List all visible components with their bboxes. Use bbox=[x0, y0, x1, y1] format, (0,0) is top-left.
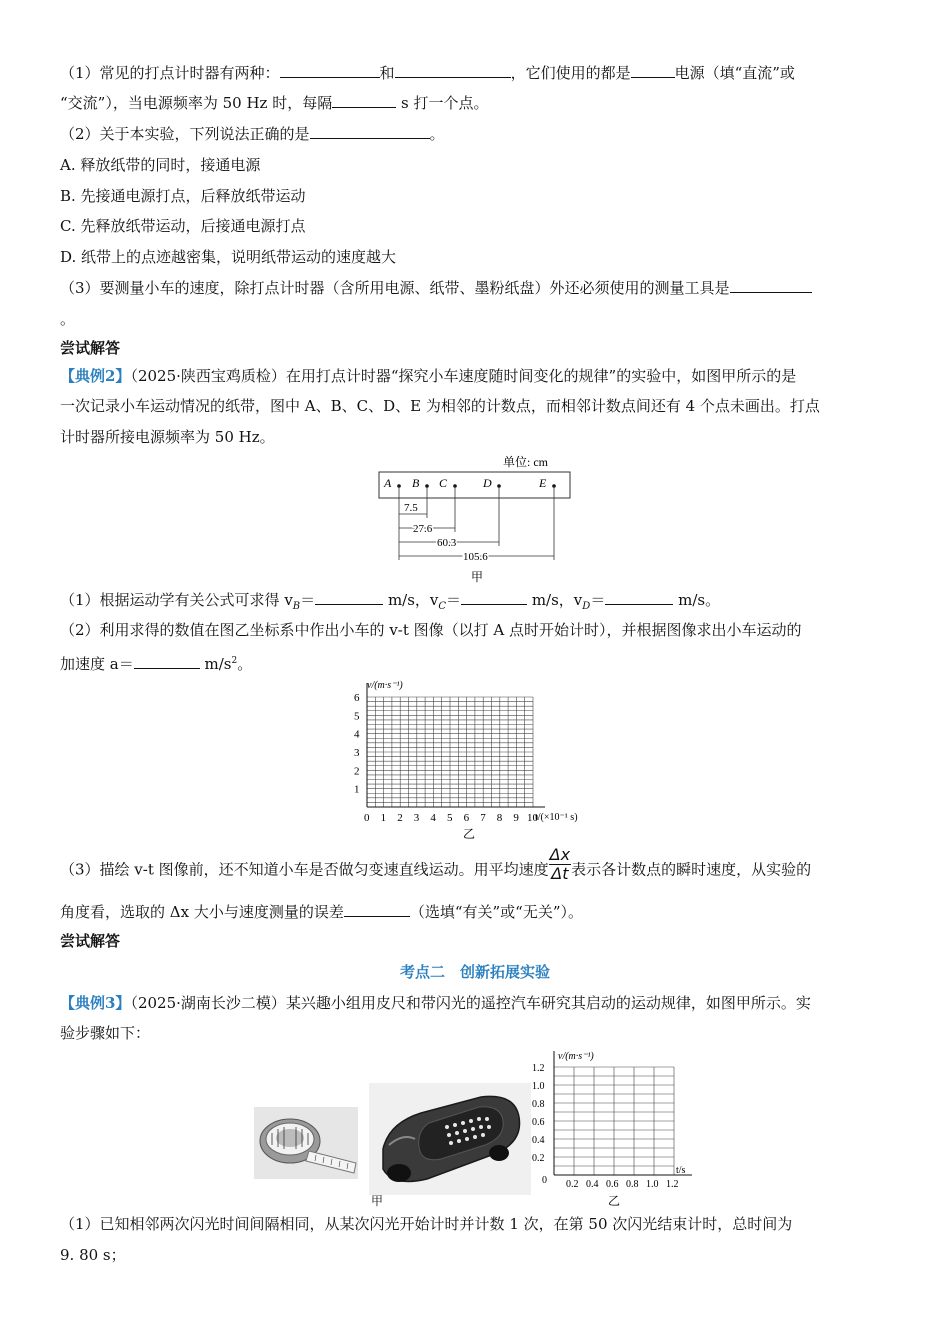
blank-timer-1[interactable] bbox=[280, 63, 380, 78]
ex2-part3-line2: 角度看，选取的 Δx 大小与速度测量的误差 （选填“有关”或“无关”）。 bbox=[60, 903, 584, 921]
dim-ac: 27.6 bbox=[413, 523, 433, 535]
y-tick-label: 0.2 bbox=[532, 1153, 545, 1164]
vt-grid-ex2 bbox=[367, 683, 545, 807]
ex2-part3-line1: （3）描绘 v-t 图像前，还不知道小车是否做匀变速直线运动。用平均速度 $\frac{\Delta x}{\Delta t}$ 表示各计数点的瞬时速度，从实验的 bbox=[60, 845, 812, 883]
try-answer-heading-1: 尝试解答 bbox=[60, 339, 121, 357]
tape-point-label-b: B bbox=[412, 476, 420, 490]
y-tick-label: 2 bbox=[354, 765, 360, 778]
ex3-part1-line1: （1）已知相邻两次闪光时间间隔相同，从某次闪光开始计时并计数 1 次，在第 50 次闪光结束计时，总时间为 bbox=[60, 1215, 793, 1233]
y-tick-label: 1.0 bbox=[532, 1081, 545, 1092]
ex2-intro-line1: 【典例2】（2025·陕西宝鸡质检）在用打点计时器“探究小车速度随时间变化的规律”的实验中，如图甲所示的是 bbox=[60, 367, 797, 385]
x-tick-label: 6 bbox=[463, 812, 470, 824]
dim-ab: 7.5 bbox=[404, 502, 418, 514]
vt-origin-ex3: 0 bbox=[542, 1175, 547, 1186]
ex2-part2-line2: 加速度 $a= m/s^2$。 bbox=[60, 655, 253, 673]
x-tick-label: 0.6 bbox=[606, 1179, 619, 1190]
y-tick-label: 0.6 bbox=[532, 1117, 545, 1128]
y-tick-label: 0.4 bbox=[532, 1135, 545, 1146]
blank-interval[interactable] bbox=[332, 93, 396, 108]
q1-line1: （1）常见的打点计时器有两种： 和 ，它们使用的都是 电源（填“直流”或 bbox=[60, 64, 795, 82]
vt-caption-ex2: 乙 bbox=[463, 827, 476, 841]
y-tick-label: 1 bbox=[354, 783, 360, 796]
rc-car-photo bbox=[369, 1083, 531, 1195]
ex2-tag: 【典例2】 bbox=[60, 367, 131, 385]
vt-graph-ex3 bbox=[528, 1047, 698, 1209]
option-c: C. 先释放纸带运动，后接通电源打点 bbox=[60, 217, 306, 235]
vt-graph-ex2 bbox=[345, 676, 610, 846]
y-tick-label: 0.8 bbox=[532, 1099, 545, 1110]
x-tick-label: 3 bbox=[413, 812, 420, 824]
y-tick-label: 4 bbox=[354, 728, 360, 741]
tape-caption: 甲 bbox=[471, 570, 484, 584]
try-answer-heading-2: 尝试解答 bbox=[60, 932, 121, 950]
vt-grid-ex3 bbox=[554, 1051, 692, 1175]
tape-point-label-a: A bbox=[384, 476, 392, 490]
tape-point-label-c: C bbox=[439, 476, 448, 490]
vt-ylabel-ex3: v/(m·s⁻¹) bbox=[558, 1051, 594, 1062]
x-tick-label: 5 bbox=[447, 812, 453, 824]
option-b: B. 先接通电源打点，后释放纸带运动 bbox=[60, 187, 306, 205]
ex2-part2-line1: （2）利用求得的数值在图乙坐标系中作出小车的 v-t 图像（以打 A 点时开始计时），并根据图像求出小车运动的 bbox=[60, 621, 802, 639]
vt-ylabel-ex2: v/(m·s⁻¹) bbox=[367, 680, 403, 691]
ex3-intro-line2: 验步骤如下： bbox=[60, 1024, 151, 1042]
x-tick-label: 9 bbox=[513, 812, 519, 824]
x-tick-label: 0.4 bbox=[586, 1179, 599, 1190]
x-tick-label: 1.2 bbox=[666, 1179, 679, 1190]
fraction-dx-dt: $\frac{\Delta x}{\Delta t}$ bbox=[549, 845, 571, 883]
dim-ae: 105.6 bbox=[463, 551, 488, 563]
photo-caption-ex3: 甲 bbox=[371, 1194, 384, 1208]
blank-vc[interactable] bbox=[461, 590, 527, 605]
dim-ad: 60.3 bbox=[437, 537, 457, 549]
option-d: D. 纸带上的点迹越密集，说明纸带运动的速度越大 bbox=[60, 248, 397, 266]
q1-line3: （2）关于本实验，下列说法正确的是 。 bbox=[60, 125, 445, 143]
y-tick-label: 6 bbox=[354, 692, 360, 704]
ex3-tag: 【典例3】 bbox=[60, 994, 131, 1012]
vt-xlabel-ex3: t/s bbox=[676, 1165, 686, 1176]
y-tick-label: 3 bbox=[354, 747, 360, 759]
ex2-intro-line2: 一次记录小车运动情况的纸带，图中 A、B、C、D、E 为相邻的计数点，而相邻计数点间还有 4 个点未画出。打点 bbox=[60, 397, 820, 415]
ex2-part1: （1）根据运动学有关公式可求得 $v_B= m/s$，$v_C= m/s$，$v_D= m/s$。 bbox=[60, 591, 721, 612]
blank-vb[interactable] bbox=[315, 590, 383, 605]
blank-measure-tool[interactable] bbox=[730, 278, 812, 293]
x-tick-label: 2 bbox=[397, 812, 403, 824]
blank-timer-2[interactable] bbox=[395, 63, 511, 78]
y-tick-label: 1.2 bbox=[532, 1063, 545, 1074]
vt-caption-ex3: 乙 bbox=[608, 1194, 621, 1208]
x-tick-label: 1.0 bbox=[646, 1179, 659, 1190]
x-tick-label: 7 bbox=[480, 812, 486, 824]
x-tick-label: 10 bbox=[527, 812, 538, 824]
tape-point-label-e: E bbox=[539, 476, 547, 490]
ex3-part1-line2: 9. 80 s； bbox=[60, 1246, 126, 1264]
x-tick-label: 8 bbox=[496, 812, 503, 824]
x-tick-label: 0.2 bbox=[566, 1179, 579, 1190]
blank-correct-option[interactable] bbox=[310, 124, 430, 139]
blank-acceleration[interactable] bbox=[134, 654, 200, 669]
y-tick-label: 5 bbox=[354, 710, 360, 723]
x-tick-label: 1 bbox=[380, 812, 387, 824]
tape-point-label-d: D bbox=[483, 476, 492, 490]
ex2-intro-line3: 计时器所接电源频率为 50 Hz。 bbox=[60, 428, 275, 446]
blank-vd[interactable] bbox=[605, 590, 673, 605]
option-a: A. 释放纸带的同时，接通电源 bbox=[60, 156, 261, 174]
section-title: 考点二 创新拓展实验 bbox=[399, 963, 550, 981]
x-tick-label: 0.8 bbox=[626, 1179, 639, 1190]
blank-power-type[interactable] bbox=[631, 63, 675, 78]
tape-unit-label: 单位: cm bbox=[503, 455, 548, 469]
ex3-intro-line1: 【典例3】（2025·湖南长沙二模）某兴趣小组用皮尺和带闪光的遥控汽车研究其启动的运动规律，如图甲所示。实 bbox=[60, 994, 811, 1012]
tape-measure-photo bbox=[254, 1107, 358, 1179]
blank-error-relation[interactable] bbox=[344, 902, 410, 917]
vt-xlabel-ex2: t/(×10⁻¹ s) bbox=[535, 812, 578, 823]
q1-line8: （3）要测量小车的速度，除打点计时器（含所用电源、纸带、墨粉纸盘）外还必须使用的测量工具是 bbox=[60, 278, 890, 298]
x-tick-label: 0 bbox=[364, 812, 370, 824]
paper-tape-figure bbox=[375, 452, 575, 584]
q1-line2: “交流”），当电源频率为 50 Hz 时，每隔 s 打一个点。 bbox=[60, 94, 489, 112]
q1-line9: 。 bbox=[60, 310, 76, 328]
x-tick-label: 4 bbox=[430, 812, 436, 824]
